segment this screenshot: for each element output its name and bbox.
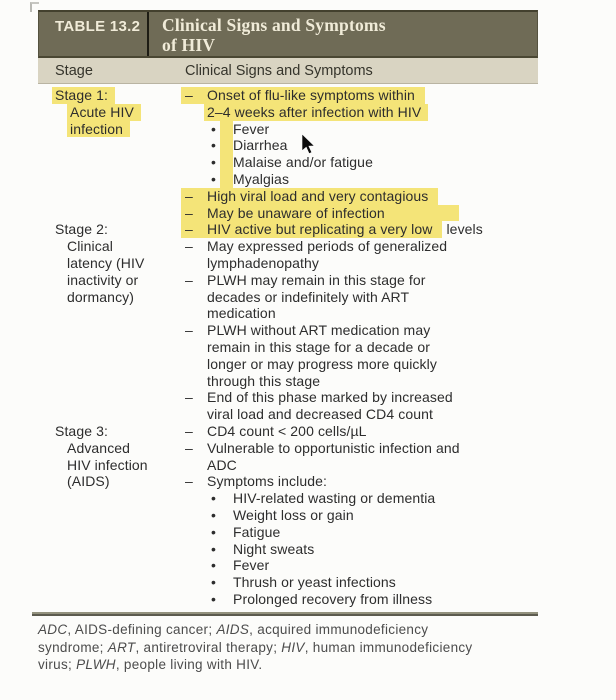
highlight-strip <box>220 171 233 188</box>
stage-label-text: inactivity or <box>67 271 139 288</box>
symptom-line <box>185 255 598 272</box>
footnote-text: virus; <box>38 657 77 673</box>
column-header-signs: Clinical Signs and Symptoms <box>185 62 373 79</box>
symptom-text: Symptoms include: <box>207 473 327 490</box>
table-body <box>38 87 598 608</box>
footnote-text: syndrome; <box>38 639 108 655</box>
symptom-text: Fever <box>233 557 270 574</box>
symptom-line <box>185 272 598 289</box>
footnote-line <box>38 656 568 674</box>
dash-icon: – <box>185 187 193 204</box>
bullet-icon: • <box>211 154 217 171</box>
bullet-icon: • <box>211 490 217 507</box>
dash-icon: – <box>185 322 193 339</box>
text-wrap <box>207 373 320 390</box>
dash-icon: – <box>185 238 193 255</box>
stage-label-line <box>55 423 185 440</box>
bullet-icon: • <box>211 590 217 607</box>
symptom-line <box>185 322 598 339</box>
symptom-text: Prolonged recovery from illness <box>233 590 433 607</box>
bullet-icon: • <box>211 523 217 540</box>
symptom-line <box>185 406 598 423</box>
symptom-line <box>185 557 598 574</box>
text-wrap <box>207 406 433 423</box>
highlighted-text <box>181 205 459 222</box>
table-header-band <box>38 10 538 58</box>
symptom-line <box>185 541 598 558</box>
abbreviation-term: HIV <box>281 639 305 655</box>
symptom-line <box>185 221 598 238</box>
symptom-text: Vulnerable to opportunistic infection and <box>207 439 460 456</box>
symptom-line <box>185 507 598 524</box>
dash-icon: – <box>185 439 193 456</box>
symptom-line <box>185 574 598 591</box>
table-number: TABLE 13.2 <box>55 18 141 35</box>
footnote-line <box>38 621 568 639</box>
stage-label-text: HIV infection <box>67 456 148 473</box>
footnote-text: , acquired immunodeficiency <box>249 622 429 637</box>
text-wrap <box>185 440 460 457</box>
symptom-text: remain in this stage for a decade or <box>207 338 431 355</box>
highlighted-text <box>181 221 442 238</box>
symptom-text: High viral load and very contagious <box>207 187 429 204</box>
symptom-text: May be unaware of infection <box>207 204 385 221</box>
stage-label-text: Acute HIV <box>67 104 141 121</box>
symptom-text: Thrush or yeast infections <box>233 574 396 591</box>
text-wrap <box>207 255 319 272</box>
symptom-text: Weight loss or gain <box>233 506 354 523</box>
bullet-icon: • <box>211 120 217 137</box>
stage-label-line <box>55 255 185 272</box>
symptom-line <box>185 104 598 121</box>
symptom-text: Fatigue <box>233 523 281 540</box>
text-wrap <box>185 389 453 406</box>
stage-label-text: Stage 3: <box>55 422 108 439</box>
mouse-cursor <box>302 134 316 155</box>
bullet-icon: • <box>211 557 217 574</box>
footnote-text: , AIDS-defining cancer; <box>67 622 217 637</box>
stage-label-column <box>55 221 185 423</box>
text-wrap <box>185 423 367 440</box>
symptom-line <box>185 339 598 356</box>
symptom-line <box>185 121 598 138</box>
abbreviation-term: ART <box>107 639 136 655</box>
symptom-text: ADC <box>207 456 237 473</box>
symptom-text: decades or indefinitely with ART <box>207 288 410 305</box>
symptom-line <box>185 457 598 474</box>
stage-block-1 <box>55 87 598 221</box>
bullet-icon: • <box>211 137 217 154</box>
symptom-line <box>185 238 598 255</box>
symptom-text: End of this phase marked by increased <box>207 389 453 406</box>
symptom-text: Night sweats <box>233 540 315 557</box>
stage-label-text: Stage 2: <box>55 221 108 238</box>
stage-label-line <box>55 87 185 104</box>
stage-label-line <box>55 473 185 490</box>
text-wrap <box>207 339 430 356</box>
highlight-strip <box>220 121 233 138</box>
dash-icon: – <box>185 221 193 238</box>
symptom-text: PLWH without ART medication may <box>207 322 431 339</box>
text-wrap <box>207 356 437 373</box>
symptom-line <box>185 87 598 104</box>
symptom-text: Fever <box>233 120 270 137</box>
highlight-strip <box>220 137 233 154</box>
symptom-line <box>185 440 598 457</box>
dash-icon: – <box>185 422 193 439</box>
bullet-icon: • <box>211 540 217 557</box>
symptom-text: Onset of flu-like symptoms within <box>207 87 415 103</box>
symptom-text-tail: levels <box>446 221 483 238</box>
stage-label-column <box>55 87 185 221</box>
symptom-text: longer or may progress more quickly <box>207 355 437 372</box>
symptom-line <box>185 289 598 306</box>
footnote <box>38 621 568 674</box>
stage-content-column <box>185 423 598 608</box>
symptom-text: PLWH may remain in this stage for <box>207 271 426 288</box>
stage-content-column <box>185 221 598 423</box>
symptom-text: lymphadenopathy <box>207 254 320 271</box>
stage-label-column <box>55 423 185 608</box>
dash-icon: – <box>185 87 193 103</box>
symptom-text: medication <box>207 305 276 322</box>
dash-icon: – <box>185 473 193 490</box>
table-title-line1: Clinical Signs and Symptoms <box>162 15 386 35</box>
text-wrap <box>207 289 409 306</box>
column-header-stage: Stage <box>55 62 93 79</box>
stage-label-text: Advanced <box>67 439 131 456</box>
table-title-cell <box>149 12 537 56</box>
symptom-text: through this stage <box>207 372 321 389</box>
symptom-text: Diarrhea <box>233 137 288 154</box>
text-wrap <box>185 238 447 255</box>
symptom-line <box>185 305 598 322</box>
symptom-text: HIV-related wasting or dementia <box>233 490 436 507</box>
abbreviation-term: ADC <box>38 622 68 637</box>
highlighted-text <box>181 87 425 104</box>
text-wrap <box>185 272 426 289</box>
symptom-line <box>185 389 598 406</box>
symptom-line <box>185 188 598 205</box>
symptom-text: Myalgias <box>233 170 290 187</box>
stage-content-column <box>185 87 598 221</box>
symptom-line <box>185 423 598 440</box>
dash-icon: – <box>185 204 193 221</box>
footnote-text: , people living with HIV. <box>115 657 263 673</box>
symptom-text: 2–4 weeks after infection with HIV <box>207 103 422 120</box>
abbreviation-term: AIDS <box>216 622 250 637</box>
symptom-text: CD4 count < 200 cells/µL <box>207 422 367 439</box>
symptom-line <box>185 524 598 541</box>
footnote-divider <box>32 612 538 616</box>
symptom-line <box>185 205 598 222</box>
symptom-line <box>185 137 598 154</box>
symptom-line <box>185 473 598 490</box>
stage-label-line <box>55 221 185 238</box>
abbreviation-term: PLWH <box>76 657 116 673</box>
symptom-text: viral load and decreased CD4 count <box>207 406 433 423</box>
footnote-text: , antiretroviral therapy; <box>135 639 282 655</box>
stage-label-line <box>55 457 185 474</box>
stage-block-3 <box>55 423 598 608</box>
stage-block-2 <box>55 221 598 423</box>
text-wrap <box>207 305 276 322</box>
stage-label-text: infection <box>67 121 130 138</box>
footnote-line <box>38 639 568 657</box>
dash-icon: – <box>185 389 193 406</box>
text-wrap <box>185 473 327 490</box>
table-title-line2: of HIV <box>162 35 216 55</box>
table-number-cell <box>39 12 149 56</box>
symptom-line <box>185 356 598 373</box>
bullet-icon: • <box>211 506 217 523</box>
column-header-row <box>38 58 538 84</box>
text-wrap <box>207 457 237 474</box>
footnote-text: , human immunodeficiency <box>304 639 473 655</box>
stage-label-text: dormancy) <box>67 288 135 305</box>
text-wrap <box>185 322 430 339</box>
symptom-line <box>185 171 598 188</box>
stage-label-text: Stage 1: <box>52 87 115 104</box>
bullet-icon: • <box>211 574 217 591</box>
stage-label-line <box>55 272 185 289</box>
stage-label-line <box>55 104 185 121</box>
stage-label-text: latency (HIV <box>67 254 145 271</box>
stage-label-line <box>55 289 185 306</box>
bullet-icon: • <box>211 170 217 187</box>
symptom-line <box>185 591 598 608</box>
stage-label-text: Clinical <box>67 238 113 255</box>
stage-label-line <box>55 121 185 138</box>
highlight-strip <box>220 154 233 171</box>
stage-label-text: (AIDS) <box>67 473 110 490</box>
dash-icon: – <box>185 271 193 288</box>
symptom-text: HIV active but replicating a very low <box>207 221 433 238</box>
highlighted-text <box>181 188 438 205</box>
highlighted-text <box>204 104 428 121</box>
symptom-text: May expressed periods of generalized <box>207 238 448 255</box>
symptom-line <box>185 373 598 390</box>
symptom-line <box>185 154 598 171</box>
symptom-line <box>185 490 598 507</box>
stage-label-line <box>55 440 185 457</box>
stage-label-line <box>55 238 185 255</box>
symptom-text: Malaise and/or fatigue <box>233 154 373 171</box>
